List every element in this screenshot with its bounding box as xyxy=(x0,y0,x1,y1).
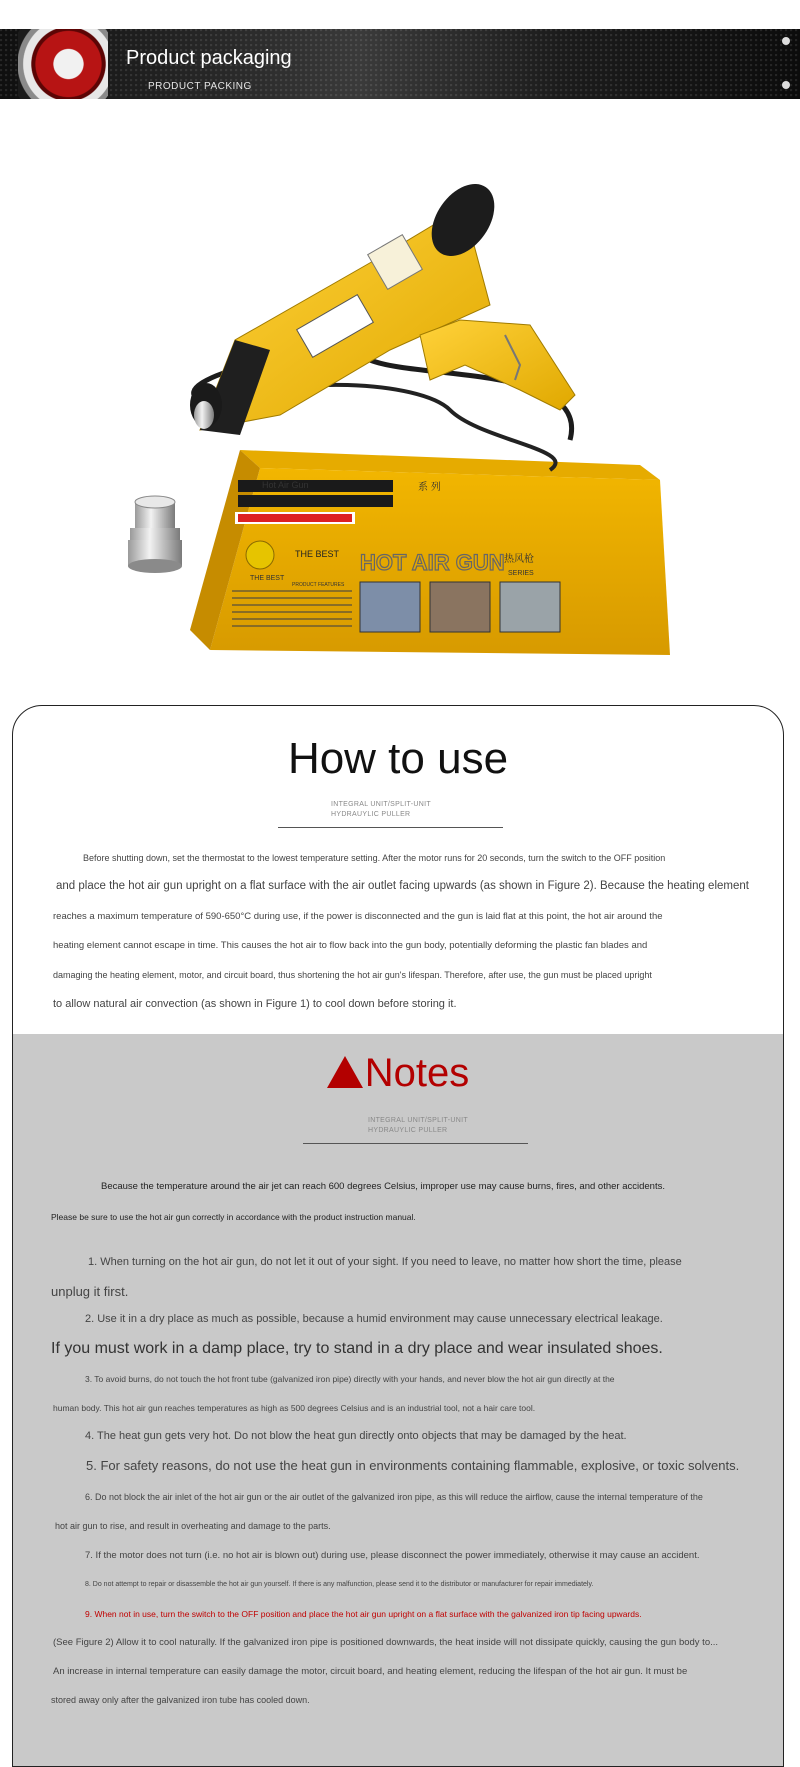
paragraph-line: damaging the heating element, motor, and circuit board, thus shortening the hot air gun's lifespan. Therefore, after use, the gun must be placed upright xyxy=(53,970,652,980)
divider xyxy=(303,1143,528,1144)
banner-subtitle: PRODUCT PACKING xyxy=(148,81,252,92)
banner-title: Product packaging xyxy=(126,47,292,69)
box-title: HOT AIR GUN xyxy=(360,550,505,575)
note-item: human body. This hot air gun reaches temperatures as high as 500 degrees Celsius and is an industrial tool, not a hair care tool. xyxy=(53,1403,536,1413)
how-to-use-subtitle xyxy=(331,800,431,820)
notes-subtitle xyxy=(368,1116,468,1136)
banner-decoration xyxy=(18,29,108,99)
warning-triangle-icon xyxy=(327,1056,363,1088)
note-item: 6. Do not block the air inlet of the hot air gun or the air outlet of the galvanized iron pipe, as this will reduce the airflow, cause the internal temperature of the xyxy=(85,1492,703,1502)
note-item: If you must work in a damp place, try to stand in a dry place and wear insulated shoes. xyxy=(51,1340,663,1357)
product-image xyxy=(120,150,680,670)
paragraph-line: Before shutting down, set the thermostat to the lowest temperature setting. After the motor runs for 20 seconds, turn the switch to the OFF position xyxy=(83,853,666,863)
subtitle-line: INTEGRAL UNIT/SPLIT-UNIT xyxy=(368,1117,468,1124)
section-banner xyxy=(0,29,800,99)
note-item: 4. The heat gun gets very hot. Do not blow the heat gun directly onto objects that may be damaged by the heat. xyxy=(85,1430,627,1442)
paragraph-line: reaches a maximum temperature of 590-650°C during use, if the power is disconnected and the gun is laid flat at this point, the hot air around the xyxy=(53,911,663,922)
box-chinese-series: 系 列 xyxy=(418,482,441,493)
note-item: 8. Do not attempt to repair or disassemble the hot air gun yourself. If there is any malfunction, please send it to the distributor or manufacturer for repair immediately. xyxy=(85,1581,594,1588)
paragraph-line: to allow natural air convection (as shown in Figure 1) to cool down before storing it. xyxy=(53,998,457,1010)
notes-intro: Because the temperature around the air jet can reach 600 degrees Celsius, improper use may cause burns, fires, and other accidents. xyxy=(101,1181,665,1192)
note-item: unplug it first. xyxy=(51,1284,129,1299)
box-chinese-title: 热风枪 xyxy=(504,554,534,565)
product-box xyxy=(190,450,670,655)
subtitle-line: HYDRAUYLIC PULLER xyxy=(368,1127,448,1134)
notes-intro: Please be sure to use the hot air gun correctly in accordance with the product instruction manual. xyxy=(51,1212,416,1222)
banner-dot-icon xyxy=(782,37,790,45)
subtitle-line: HYDRAUYLIC PULLER xyxy=(331,811,411,818)
note-item: 5. For safety reasons, do not use the heat gun in environments containing flammable, explosive, or toxic solvents. xyxy=(86,1458,740,1473)
notes-title: Notes xyxy=(364,1051,470,1095)
note-item: 1. When turning on the hot air gun, do not let it out of your sight. If you need to leave, no matter how short the time, please xyxy=(88,1256,682,1268)
nozzle-accessory xyxy=(128,496,182,573)
instructions-panel xyxy=(12,705,784,1767)
note-item: 7. If the motor does not turn (i.e. no hot air is blown out) during use, please disconnect the power immediately, otherwise it may cause an accident. xyxy=(85,1550,700,1561)
note-item: (See Figure 2) Allow it to cool naturally. If the galvanized iron pipe is positioned downwards, the heat inside will not dissipate quickly, causing the gun body to... xyxy=(53,1637,719,1648)
banner-dot-icon xyxy=(782,81,790,89)
notes-heading xyxy=(13,1051,783,1096)
paragraph-line: heating element cannot escape in time. This causes the hot air to flow back into the gun body, potentially deforming the plastic fan blades and xyxy=(53,940,648,951)
box-label: Hot Air Gun xyxy=(262,480,309,490)
note-item: stored away only after the galvanized iron tube has cooled down. xyxy=(51,1695,310,1705)
divider xyxy=(278,827,503,828)
heat-gun xyxy=(190,172,575,435)
paragraph-line: and place the hot air gun upright on a flat surface with the air outlet facing upwards (as shown in Figure 2). Because the heating element xyxy=(56,880,749,892)
how-to-use-title: How to use xyxy=(287,734,509,783)
box-features: PRODUCT FEATURES xyxy=(292,582,345,588)
note-item: 3. To avoid burns, do not touch the hot front tube (galvanized iron pipe) directly with your hands, and never blow the hot air gun directly at the xyxy=(85,1374,615,1384)
box-series: SERIES xyxy=(508,570,534,577)
box-brand-small: THE BEST xyxy=(250,575,285,582)
note-item: 2. Use it in a dry place as much as possible, because a humid environment may cause unnecessary electrical leakage. xyxy=(85,1313,663,1325)
subtitle-line: INTEGRAL UNIT/SPLIT-UNIT xyxy=(331,801,431,808)
box-brand: THE BEST xyxy=(295,549,340,559)
note-item-warning: 9. When not in use, turn the switch to the OFF position and place the hot air gun upright on a flat surface with the galvanized iron tip facing upwards. xyxy=(85,1609,642,1619)
note-item: hot air gun to rise, and result in overheating and damage to the parts. xyxy=(55,1521,331,1531)
note-item: An increase in internal temperature can easily damage the motor, circuit board, and heating element, reducing the lifespan of the hot air gun. It must be xyxy=(53,1666,688,1677)
